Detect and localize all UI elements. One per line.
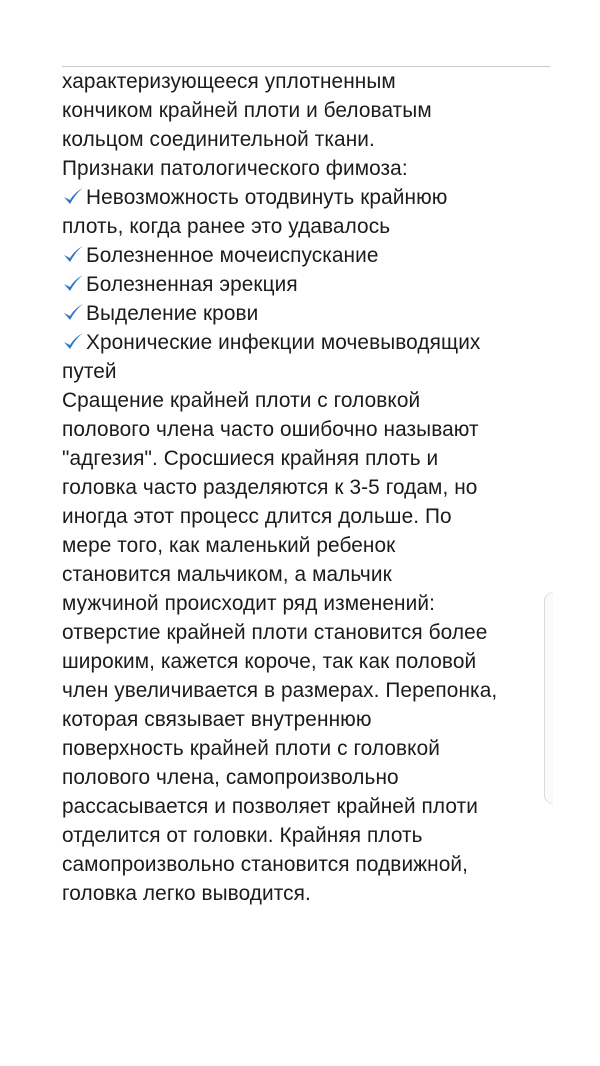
- text-line: характеризующееся уплотненным: [62, 70, 396, 93]
- text-line: отделится от головки. Крайняя плоть: [62, 824, 423, 847]
- text-line: головка часто разделяются к 3-5 годам, но: [62, 476, 478, 499]
- text-line: кончиком крайней плоти и беловатым: [62, 99, 432, 122]
- text-line: которая связывает внутреннюю: [62, 708, 372, 731]
- text-line: "адгезия". Сросшиеся крайняя плоть и: [62, 447, 439, 470]
- blue-check-mark-icon: [62, 301, 84, 323]
- scroll-edge-handle[interactable]: [544, 592, 553, 804]
- blue-check-mark-icon: [62, 272, 84, 294]
- text-line: становится мальчиком, а мальчик: [62, 563, 392, 586]
- text-line: мужчиной происходит ряд изменений:: [62, 592, 435, 615]
- text-line: член увеличивается в размерах. Перепонка,: [62, 679, 498, 702]
- text-line: Сращение крайней плоти с головкой: [62, 389, 421, 412]
- text-line: мере того, как маленький ребенок: [62, 534, 396, 557]
- blue-check-mark-icon: [62, 330, 84, 352]
- list-item-label: Выделение крови: [86, 302, 259, 325]
- text-line: полового члена часто ошибочно называют: [62, 418, 479, 441]
- text-line: отверстие крайней плоти становится более: [62, 621, 488, 644]
- list-item: [62, 270, 542, 299]
- section-heading: Признаки патологического фимоза:: [62, 157, 408, 180]
- text-line: плоть, когда ранее это удавалось: [62, 215, 391, 238]
- text-line: полового члена, самопроизвольно: [62, 766, 399, 789]
- list-item-label: Невозможность отодвинуть крайнюю: [86, 186, 448, 209]
- text-line: самопроизвольно становится подвижной,: [62, 853, 469, 876]
- list-item-label: Болезненная эрекция: [86, 273, 298, 296]
- text-line: широким, кажется короче, так как половой: [62, 650, 477, 673]
- text-line: поверхность крайней плоти с головкой: [62, 737, 440, 760]
- text-line: рассасывается и позволяет крайней плоти: [62, 795, 478, 818]
- list-item: [62, 241, 542, 270]
- text-line: головка легко выводится.: [62, 882, 311, 905]
- blue-check-mark-icon: [62, 185, 84, 207]
- text-line: кольцом соединительной ткани.: [62, 128, 375, 151]
- list-item-label: Хронические инфекции мочевыводящих: [86, 331, 481, 354]
- list-item: [62, 183, 542, 212]
- article-text: [62, 67, 542, 908]
- text-line: путей: [62, 360, 117, 383]
- list-item: [62, 328, 542, 357]
- text-line: иногда этот процесс длится дольше. По: [62, 505, 452, 528]
- blue-check-mark-icon: [62, 243, 84, 265]
- list-item: [62, 299, 542, 328]
- list-item-label: Болезненное мочеиспускание: [86, 244, 379, 267]
